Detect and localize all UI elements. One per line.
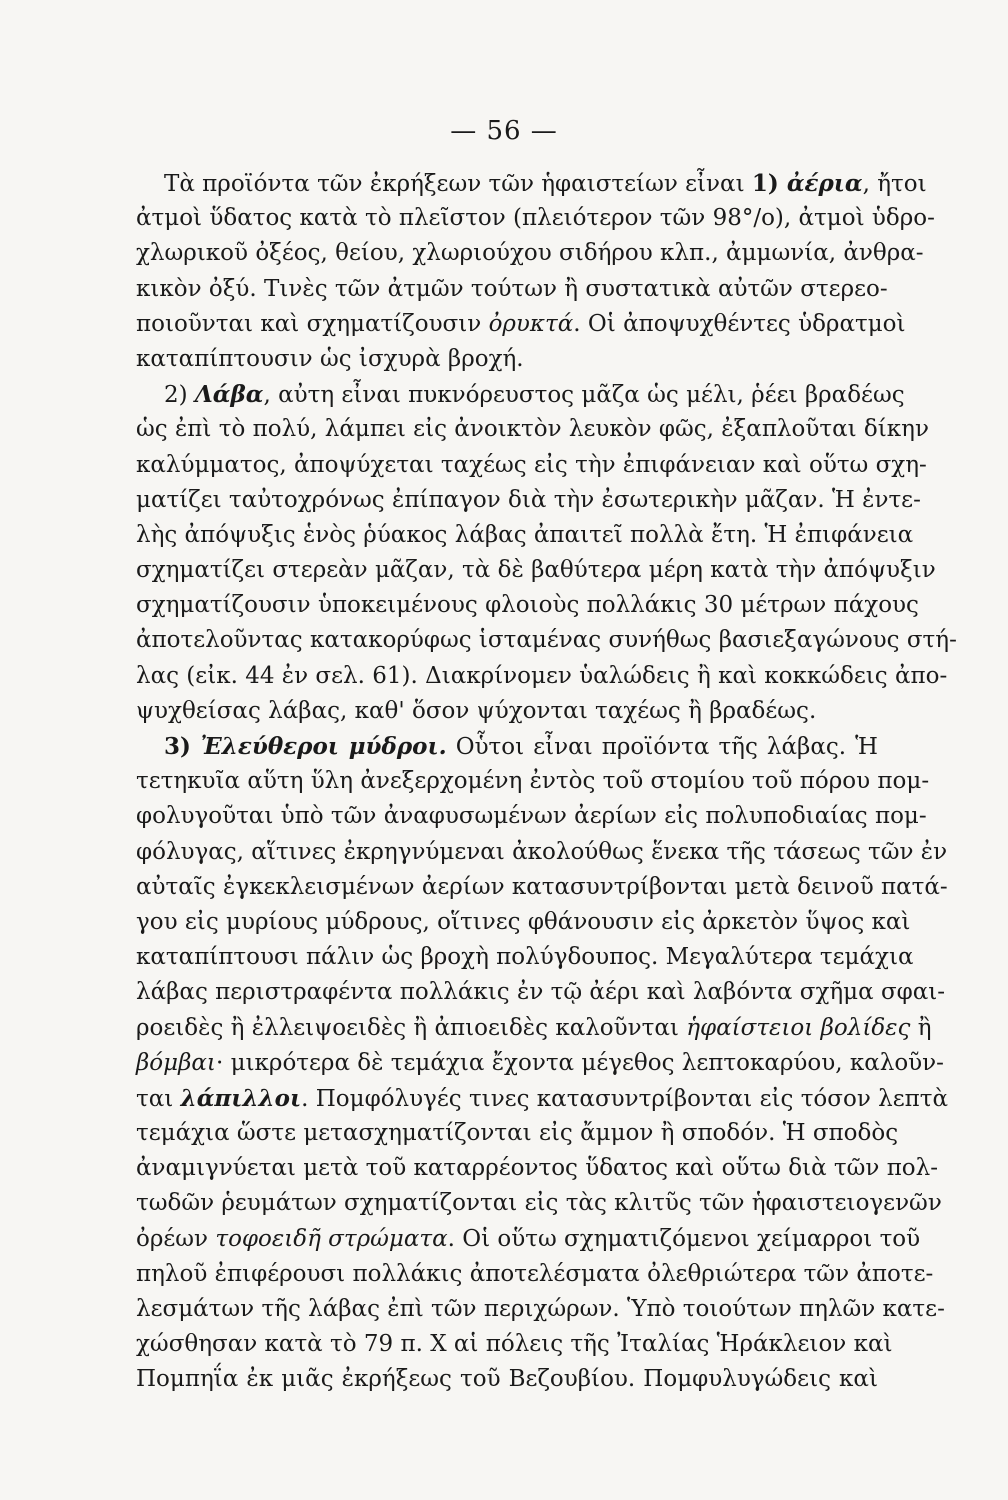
text-line — [136, 1222, 921, 1257]
text-line — [136, 1046, 944, 1081]
text-run: καλύμματος, ἀποψύχεται ταχέως εἰς τὴν ἐπιφάνειαν καὶ οὕτω σχη- — [136, 451, 927, 478]
text-line — [136, 1362, 878, 1397]
text-run: ἀτμοὶ ὕδατος κατὰ τὸ πλεῖστον (πλειότερον τῶν 98°/o), ἀτμοὶ ὑδρο- — [136, 205, 935, 232]
text-run: αὐταῖς ἐγκεκλεισμένων ἀερίων κατασυντρίβονται μετὰ δεινοῦ πατά- — [136, 873, 948, 900]
text-run: ματίζει ταὐτοχρόνως ἐπίπαγον διὰ τὴν ἐσωτερικὴν μᾶζαν. Ἡ ἐντε- — [136, 486, 921, 513]
text-run: φόλυγας, αἵτινες ἐκρηγνύμεναι ἀκολούθως ἕνεκα τῆς τάσεως τῶν ἐν — [136, 838, 948, 865]
text-run: λὴς ἀπόψυξις ἑνὸς ῥύακος λάβας ἀπαιτεῖ πολλὰ ἔτη. Ἡ ἐπιφάνεια — [136, 521, 914, 548]
body-text — [136, 166, 957, 1398]
text-line — [136, 412, 929, 447]
text-line — [136, 975, 946, 1010]
text-run: . Οἱ οὕτω σχηματιζόμενοι χείμαρροι τοῦ — [447, 1225, 921, 1252]
text-run: 3) — [164, 733, 201, 760]
text-line — [136, 659, 948, 694]
text-run: ποιοῦνται καὶ σχηματίζουσιν — [136, 310, 489, 337]
text-run: καταπίπτουσιν ὡς ἰσχυρὰ βροχή. — [136, 345, 524, 372]
text-line — [136, 1257, 934, 1292]
text-run: Ἐλεύθεροι μύδροι. — [200, 733, 447, 760]
text-run: κικὸν ὀξύ. Τινὲς τῶν ἀτμῶν τούτων ἢ συστατικὰ αὐτῶν στερεο- — [136, 275, 888, 302]
text-line — [136, 905, 911, 940]
text-run: καταπίπτουσι πάλιν ὡς βροχὴ πολύγδουπος. Μεγαλύτερα τεμάχια — [136, 944, 914, 971]
text-line — [136, 799, 927, 834]
text-run: βόμβαι — [136, 1049, 216, 1076]
text-run: ἀέρια — [786, 170, 863, 197]
text-run: · μικρότερα δὲ τεμάχια ἔχοντα μέγεθος λεπτοκαρύου, καλοῦν- — [215, 1049, 944, 1076]
text-line — [136, 1327, 893, 1362]
text-line — [136, 694, 878, 729]
text-line — [136, 166, 927, 201]
text-run: τωδῶν ῥευμάτων σχηματίζονται εἰς τὰς κλιτῦς τῶν ἡφαιστειογενῶν — [136, 1190, 942, 1217]
text-run: ἀποτελοῦντας κατακορύφως ἱσταμένας συνήθως βασιεξαγώνους στή- — [136, 627, 957, 654]
text-run: Οὗτοι εἶναι προϊόντα τῆς λάβας. Ἡ — [446, 734, 878, 760]
text-run: ἢ — [910, 1014, 932, 1041]
text-line — [136, 236, 924, 271]
text-run: ροειδὲς ἢ ἐλλειψοειδὲς ἢ ἀπιοειδὲς καλοῦνται — [136, 1014, 687, 1041]
text-run: ὡς ἐπὶ τὸ πολύ, λάμπει εἰς ἀνοικτὸν λευκὸν φῶς, ἐξαπλοῦται δίκην — [136, 416, 929, 443]
text-line — [136, 518, 914, 553]
text-run: 1) — [751, 170, 787, 197]
text-run: ψυχθείσας λάβας, καθ' ὅσον ψύχονται ταχέως ἢ βραδέως. — [136, 697, 817, 724]
text-run: Πομπηΐα ἐκ μιᾶς ἐκρήξεως τοῦ Βεζουβίου. Πομφυλυγώδεις καὶ — [136, 1366, 878, 1393]
text-line — [136, 1186, 942, 1221]
text-run: , αὐτη εἶναι πυκνόρευστος μᾶζα ὡς μέλι, ῥέει βραδέως — [263, 382, 905, 409]
text-run: , ἤτοι — [862, 171, 927, 197]
text-run: Τὰ προϊόντα τῶν ἐκρήξεων τῶν ἡφαιστείων εἶναι — [164, 171, 752, 197]
text-run: λάπιλλοι — [180, 1084, 302, 1112]
text-line — [136, 1292, 945, 1327]
text-line — [136, 342, 878, 377]
text-line — [136, 272, 888, 307]
text-line — [136, 729, 878, 764]
text-line — [136, 588, 919, 623]
text-run: τετηκυῖα αὕτη ὕλη ἀνεξερχομένη ἐντὸς τοῦ στομίου τοῦ πόρου πομ- — [136, 768, 930, 795]
text-run: . Οἱ ἀποψυχθέντες ὑδρατμοὶ — [573, 310, 906, 337]
text-run: πηλοῦ ἐπιφέρουσι πολλάκις ἀποτελέσματα ὀλεθριώτερα τῶν ἀποτε- — [136, 1260, 934, 1287]
text-run: σχηματίζει στερεὰν μᾶζαν, τὰ δὲ βαθύτερα μέρη κατὰ τὴν ἀπόψυξιν — [136, 557, 936, 584]
text-run: ὀρέων — [136, 1225, 216, 1252]
text-line — [136, 940, 914, 975]
text-run: λεσμάτων τῆς λάβας ἐπὶ τῶν περιχώρων. Ὑπὸ τοιούτων πηλῶν κατε- — [136, 1296, 945, 1322]
text-line — [136, 835, 948, 870]
text-line — [136, 377, 905, 412]
text-line — [136, 1011, 932, 1046]
text-line — [136, 1081, 948, 1116]
text-run: σχηματίζουσιν ὑποκειμένους φλοιοὺς πολλάκις 30 μέτρων πάχους — [136, 592, 919, 619]
text-run: γου εἰς μυρίους μύδρους, οἵτινες φθάνουσιν εἰς ἀρκετὸν ὕψος καὶ — [136, 908, 911, 935]
text-run: ται — [136, 1085, 181, 1112]
text-run: φολυγοῦται ὑπὸ τῶν ἀναφυσωμένων ἀερίων εἰς πολυποδιαίας πομ- — [136, 803, 927, 830]
text-line — [136, 764, 930, 799]
text-run: ἀναμιγνύεται μετὰ τοῦ καταρρέοντος ὕδατος καὶ οὕτω διὰ τῶν πολ- — [136, 1155, 939, 1182]
text-line — [136, 1116, 899, 1151]
text-line — [136, 870, 948, 905]
page-number: — 56 — — [450, 116, 558, 146]
text-run: ἡφαίστειοι βολίδες — [686, 1014, 911, 1041]
text-line — [136, 307, 906, 342]
text-line — [136, 448, 927, 483]
text-run: Λάβα — [194, 381, 264, 409]
text-run: χώσθησαν κατὰ τὸ 79 π. Χ αἱ πόλεις τῆς Ἰταλίας Ἡράκλειον καὶ — [136, 1331, 893, 1358]
text-line — [136, 201, 935, 236]
text-line — [136, 483, 921, 518]
text-run: τεμάχια ὥστε μετασχηματίζονται εἰς ἄμμον ἢ σποδόν. Ἡ σποδὸς — [136, 1120, 899, 1147]
text-run: χλωρικοῦ ὀξέος, θείου, χλωριούχου σιδήρου κλπ., ἀμμωνία, ἀνθρα- — [136, 240, 924, 267]
text-run: τοφοειδῆ στρώματα — [215, 1225, 448, 1252]
text-run: . Πομφόλυγές τινες κατασυντρίβονται εἰς τόσον λεπτὰ — [301, 1085, 948, 1112]
text-run: 2) — [164, 382, 195, 409]
text-run: ὀρυκτά — [488, 310, 574, 337]
text-line — [136, 1151, 939, 1186]
text-line — [136, 623, 957, 658]
text-run: λάβας περιστραφέντα πολλάκις ἐν τῷ ἀέρι καὶ λαβόντα σχῆμα σφαι- — [136, 979, 946, 1006]
text-run: λας (εἰκ. 44 ἐν σελ. 61). Διακρίνομεν ὑαλώδεις ἢ καὶ κοκκώδεις ἀπο- — [136, 662, 948, 689]
text-line — [136, 553, 936, 588]
